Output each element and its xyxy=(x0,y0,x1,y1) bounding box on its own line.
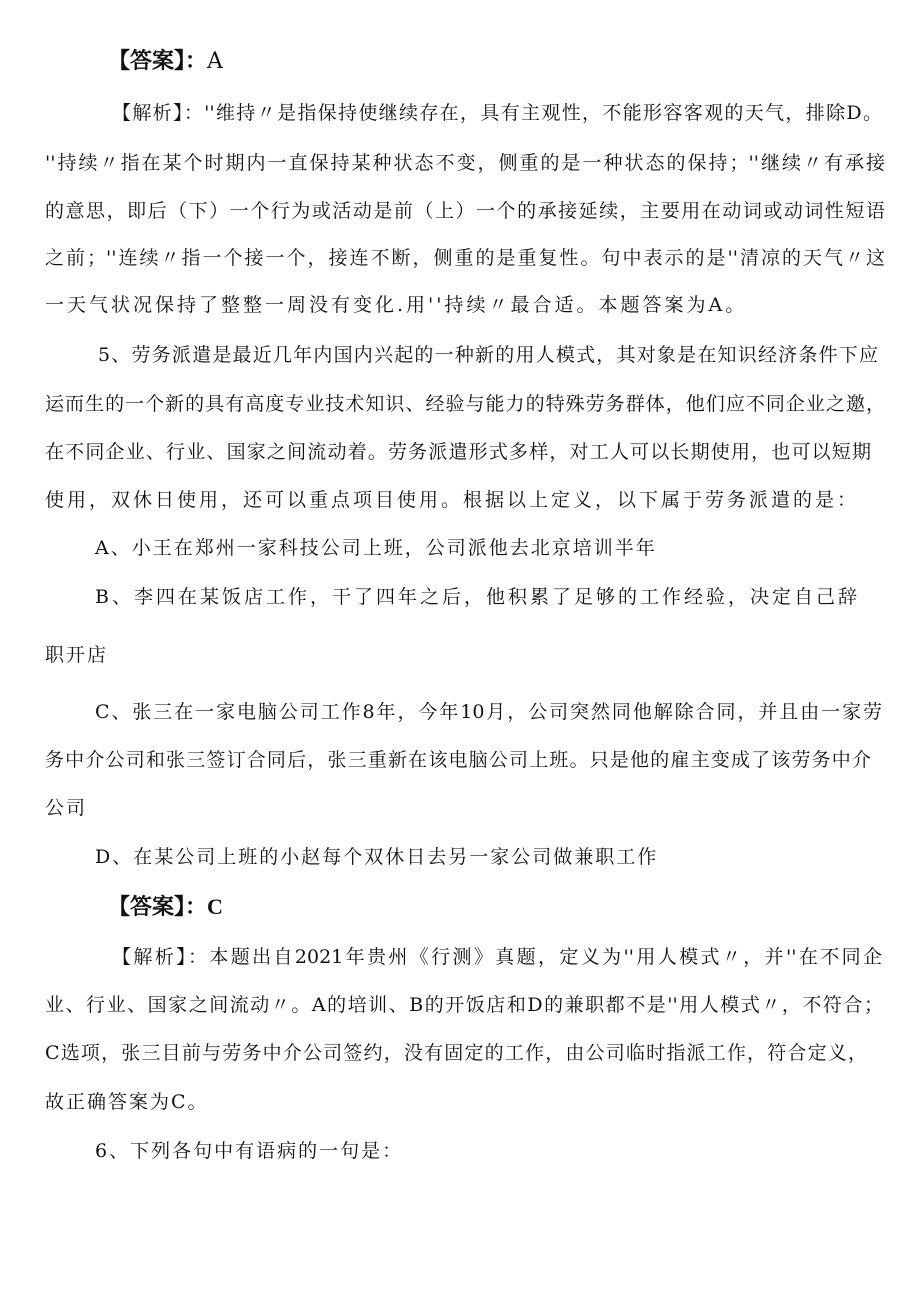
option-line: C、张三在一家电脑公司工作8年，今年10月，公司突然同他解除合同，并且由一家劳 xyxy=(95,701,882,723)
option-line: 职开店 xyxy=(45,644,109,666)
question-line: 在不同企业、行业、国家之间流动着。劳务派遣形式多样，对工人可以长期使用，也可以短期 xyxy=(45,441,871,463)
answer-value: C xyxy=(207,894,223,919)
option-a: A、小王在郑州一家科技公司上班，公司派他去北京培训半年 xyxy=(95,537,657,559)
analysis-line: 业、行业、国家之间流动〃。A的培训、B的开饭店和D的兼职都不是''用人模式〃，不符合； xyxy=(45,994,883,1016)
answer-heading-1 xyxy=(108,46,223,78)
option-line: B、李四在某饭店工作，干了四年之后，他积累了足够的工作经验，决定自己辞 xyxy=(95,586,860,608)
analysis-line: 之前；''连续〃指一个接一个，接连不断，侧重的是重复性。句中表示的是''清凉的天气〃这 xyxy=(45,247,885,269)
option-line: 务中介公司和张三签订合同后，张三重新在该电脑公司上班。只是他的雇主变成了该劳务中介 xyxy=(45,749,871,771)
analysis-line: 一天气状况保持了整整一周没有变化.用''持续〃最合适。本题答案为A。 xyxy=(45,294,748,316)
question-line: 使用，双休日使用，还可以重点项目使用。根据以上定义，以下属于劳务派遣的是： xyxy=(45,489,860,511)
analysis-line: 的意思，即后（下）一个行为或活动是前（上）一个的承接延续，主要用在动词或动词性短语 xyxy=(45,200,885,222)
analysis-line: 【解析】：本题出自2021年贵州《行测》真题，定义为''用人模式〃，并''在不同企 xyxy=(112,946,882,968)
analysis-line: ''持续〃指在某个时期内一直保持某种状态不变，侧重的是一种状态的保持；''继续〃有承接 xyxy=(45,152,885,174)
analysis-line: C选项，张三目前与劳务中介公司签约，没有固定的工作，由公司临时指派工作，符合定义， xyxy=(45,1042,867,1064)
answer-label: 【答案】： xyxy=(108,49,208,74)
answer-label: 【答案】： xyxy=(108,895,208,920)
option-d: D、在某公司上班的小赵每个双休日去另一家公司做兼职工作 xyxy=(95,846,659,868)
question-line: 5、劳务派遣是最近几年内国内兴起的一种新的用人模式，其对象是在知识经济条件下应 xyxy=(98,344,878,366)
answer-value: A xyxy=(207,49,223,74)
question-line: 运而生的一个新的具有高度专业技术知识、经验与能力的特殊劳务群体，他们应不同企业之邀， xyxy=(45,393,885,415)
option-line: 公司 xyxy=(45,797,88,819)
analysis-line: 故正确答案为C。 xyxy=(45,1091,209,1113)
question-6: 6、下列各句中有语病的一句是： xyxy=(95,1140,404,1162)
analysis-line: 【解析】：''维持〃是指保持使继续存在，具有主观性，不能形容客观的天气，排除D。 xyxy=(112,102,882,124)
answer-heading-2 xyxy=(108,891,223,924)
